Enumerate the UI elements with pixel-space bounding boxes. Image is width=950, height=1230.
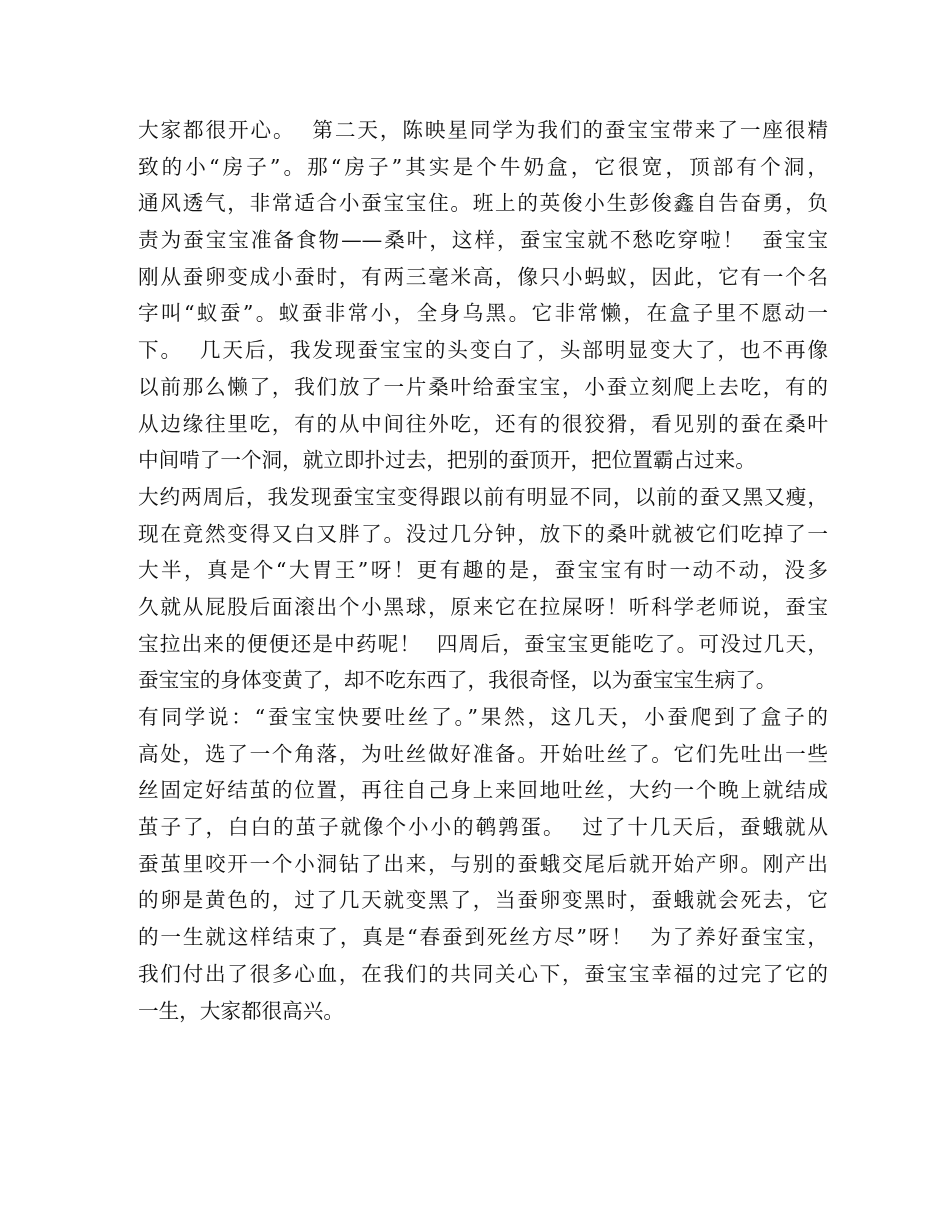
text-line: 高处，选了一个角落，为吐丝做好准备。开始吐丝了。它们先吐出一些	[138, 741, 828, 766]
text-line: 的一生就这样结束了，真是“春蚕到死丝方尽”呀！ 为了养好蚕宝宝，	[138, 925, 828, 950]
text-line: 致的小“房子”。那“房子”其实是个牛奶盒，它很宽，顶部有个洞，	[138, 154, 828, 179]
text-line: 宝拉出来的便便还是中药呢！ 四周后，蚕宝宝更能吃了。可没过几天，	[138, 631, 828, 656]
text-line: 蚕宝宝的身体变黄了，却不吃东西了，我很奇怪，以为蚕宝宝生病了。	[138, 668, 777, 693]
text-line: 下。 几天后，我发现蚕宝宝的头变白了，头部明显变大了，也不再像	[138, 338, 828, 363]
text-line: 字叫“蚁蚕”。蚁蚕非常小，全身乌黑。它非常懒，在盒子里不愿动一	[138, 301, 828, 326]
text-line: 丝固定好结茧的位置，再往自己身上来回地吐丝，大约一个晚上就结成	[138, 778, 828, 803]
text-line: 大约两周后，我发现蚕宝宝变得跟以前有明显不同，以前的蚕又黑又瘦，	[138, 484, 828, 509]
text-line: 通风透气，非常适合小蚕宝宝住。班上的英俊小生彭俊鑫自告奋勇，负	[138, 191, 828, 216]
text-line: 责为蚕宝宝准备食物——桑叶，这样，蚕宝宝就不愁吃穿啦！ 蚕宝宝	[138, 228, 828, 253]
text-line: 刚从蚕卵变成小蚕时，有两三毫米高，像只小蚂蚁，因此，它有一个名	[138, 264, 828, 289]
text-line: 久就从屁股后面滚出个小黑球，原来它在拉屎呀！听科学老师说，蚕宝	[138, 594, 828, 619]
text-line: 从边缘往里吃，有的从中间往外吃，还有的很狡猾，看见别的蚕在桑叶	[138, 411, 828, 436]
text-line: 蚕茧里咬开一个小洞钻了出来，与别的蚕蛾交尾后就开始产卵。刚产出	[138, 851, 828, 876]
text-line: 有同学说：“蚕宝宝快要吐丝了。”果然，这几天，小蚕爬到了盒子的	[138, 705, 828, 729]
text-line: 的卵是黄色的，过了几天就变黑了，当蚕卵变黑时，蚕蛾就会死去，它	[138, 888, 828, 913]
text-line: 茧子了，白白的茧子就像个小小的鹌鹑蛋。 过了十几天后，蚕蛾就从	[138, 815, 828, 840]
text-line: 以前那么懒了，我们放了一片桑叶给蚕宝宝，小蚕立刻爬上去吃，有的	[138, 374, 828, 399]
text-line: 大半，真是个“大胃王”呀！更有趣的是，蚕宝宝有时一动不动，没多	[138, 558, 828, 583]
text-line: 现在竟然变得又白又胖了。没过几分钟，放下的桑叶就被它们吃掉了一	[138, 521, 828, 546]
text-line: 一生，大家都很高兴。	[138, 998, 344, 1023]
body-text	[138, 112, 828, 1029]
text-line: 我们付出了很多心血，在我们的共同关心下，蚕宝宝幸福的过完了它的	[138, 961, 828, 986]
text-line: 中间啃了一个洞，就立即扑过去，把别的蚕顶开，把位置霸占过来。	[138, 448, 756, 473]
text-line: 大家都很开心。 第二天，陈映星同学为我们的蚕宝宝带来了一座很精	[138, 118, 828, 142]
